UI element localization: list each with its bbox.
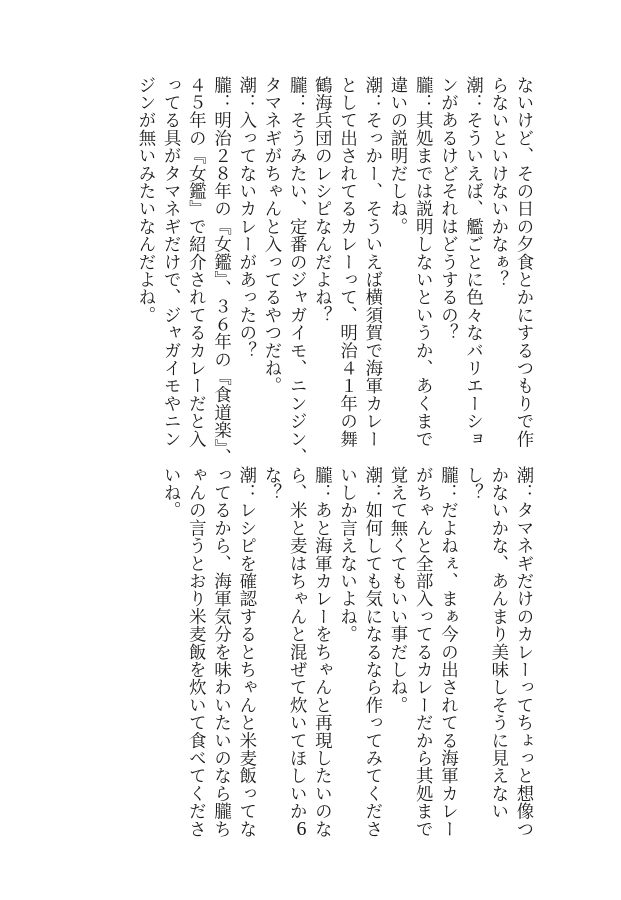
text-line: 潮：タマネギだけのカレーってちょっと想像つ [513,466,533,838]
text-line: し？ [462,466,483,502]
text-line: いしか言えないよね。 [336,466,357,643]
text-line: かないかな、あんまり美味しそうに見えない [487,466,508,820]
text-line: ゃんの言うとおり米麦飯を炊いて食べてくださ [185,466,206,838]
text-line: いね。 [160,466,181,520]
text-line: ら、米と麦はちゃんと混ぜて炊いてほしいか [286,466,307,820]
text-line: がちゃんと全部入ってるカレーだから其処まで [412,466,433,838]
text-line: ってる具がタマネギだけで、ジャガイモやニン [160,76,181,448]
text-line: ってるから、海軍気分を味わいたいのなら朧ち [210,466,231,838]
text-line: 潮：そういえば、艦ごとに色々なバリエーショ [462,76,483,448]
text-line: 朧：あと海軍カレーをちゃんと再現したいのな [311,466,332,838]
text-line: 朧：そうみたい、定番のジャガイモ、ニンジン、 [286,76,307,466]
text-line: ４５年の『女鑑』で紹介されてるカレーだと入 [185,76,206,448]
text-line: 潮：入ってないカレーがあったの？ [235,76,256,360]
text-block-bottom [157,466,535,838]
page-number: 6 [296,818,307,840]
text-line: 潮：レシピを確認するとちゃんと米麦飯ってな [235,466,256,838]
text-block-top [132,76,535,466]
text-line: 覚えて無くてもいい事だしね。 [386,466,407,714]
text-line: な？ [260,466,281,502]
text-line: ンがあるけどそれはどうするの？ [437,76,458,342]
text-line: らないといけないかなぁ？ [487,76,508,289]
text-line: 朧：其処までは説明しないというか、あくまで [412,76,433,448]
text-line: 潮：そっかー、そういえば横須賀で海軍カレー [361,76,382,448]
text-line: 鶴海兵団のレシピなんだよね？ [311,76,332,324]
text-line: 違いの説明だしね。 [386,76,407,236]
text-line: ないけど、その日の夕食とかにするつもりで作 [513,76,533,448]
text-line: タマネギがちゃんと入ってるやつだね。 [260,76,281,395]
text-line: 潮：如何しても気になるなら作ってみてくださ [361,466,382,838]
text-line: として出されてるカレーって、明治４１年の舞 [336,76,357,448]
text-line: 朧：明治２８年の『女鑑』、３６年の『食道楽』、 [210,76,231,466]
text-line: 朧：だよねぇ、まぁ今の出されてる海軍カレー [437,466,458,838]
text-line: ジンが無いみたいなんだよね。 [134,76,155,324]
